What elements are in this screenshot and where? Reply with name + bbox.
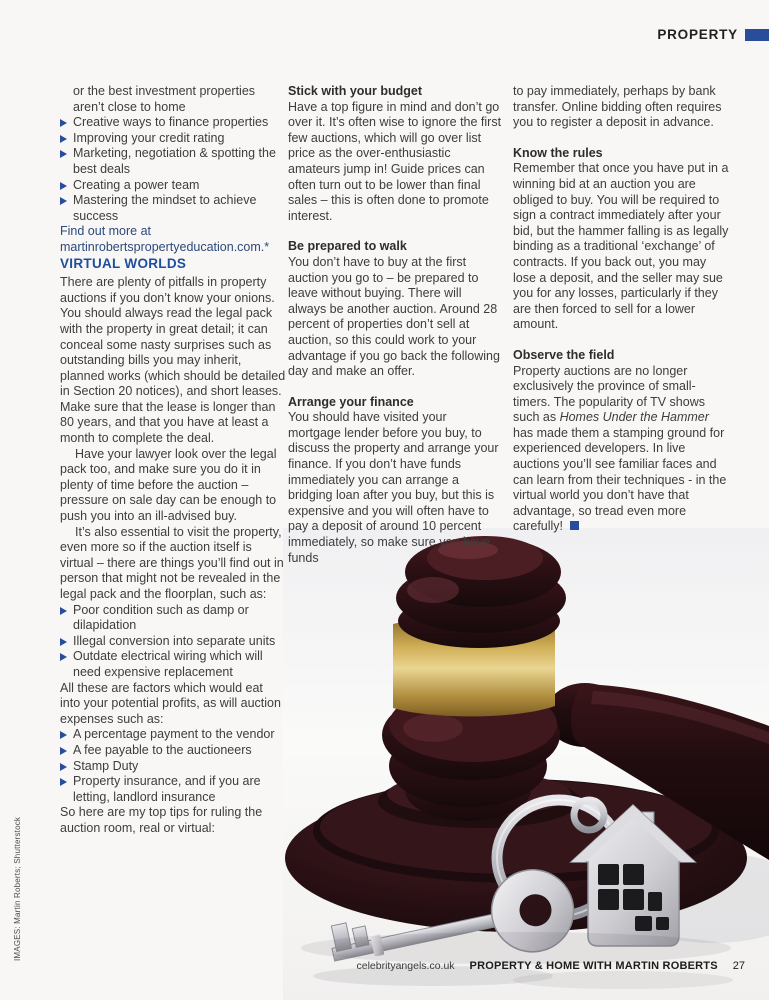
find-out-more-lead: Find out more at: [60, 224, 152, 239]
list-item-label: A percentage payment to the vendor: [73, 727, 275, 742]
bullet-arrow-icon: [60, 747, 67, 755]
list-item: [60, 774, 286, 805]
list-item: [60, 193, 286, 224]
page-number: 27: [732, 960, 745, 972]
bullet-arrow-icon: [60, 607, 67, 615]
column-1: [60, 84, 286, 837]
paragraph: So here are my top tips for ruling the auction room, real or virtual:: [60, 805, 263, 835]
bullet-arrow-icon: [60, 763, 67, 771]
column-3: [513, 84, 729, 535]
tip-subhead: Stick with your budget: [288, 84, 423, 98]
list-item: [60, 634, 286, 650]
bullet-arrow-icon: [60, 778, 67, 786]
paragraph: You should have visited your mortgage lender before you buy, to discuss the property and arrange your finance. If you don’t have funds immediately you can arrange a bridging loan after you buy, but this is expensive and you will often have to pay a deposit of around 10 percent immediately, so make sure you have funds: [288, 410, 499, 565]
tip-subhead: Observe the field: [513, 347, 615, 362]
tip-subhead: Be prepared to walk: [288, 239, 407, 254]
paragraph: All these are factors which would eat into your potential profits, as will auction expenses such as:: [60, 680, 281, 726]
virtual-worlds-heading: VIRTUAL WORLDS: [60, 255, 187, 271]
bullet-arrow-icon: [60, 731, 67, 739]
auction-expenses-list: [60, 727, 286, 805]
article-end-marker: [570, 521, 579, 530]
tip-subhead: Know the rules: [513, 145, 603, 160]
find-out-more-text: [60, 224, 286, 255]
property-risks-list: [60, 603, 286, 681]
list-item-label: Stamp Duty: [73, 758, 139, 773]
gavel-and-house-keys-photo: [283, 528, 769, 1000]
list-item-label: Marketing, negotiation & spotting the best deals: [73, 146, 276, 176]
bullet-arrow-icon: [60, 638, 67, 646]
section-accent-bar: [745, 29, 769, 41]
list-item: [60, 649, 286, 680]
list-item-label: Property insurance, and if you are letting, landlord insurance: [73, 774, 261, 804]
paragraph: Have a top figure in mind and don’t go over it. It’s often wise to ignore the first few auctions, which will go over list price as the over-enthusiastic amateurs jump in! Guide prices can often turn out to be lower than final sales – this is often done to promote interest.: [288, 99, 502, 223]
list-item-label: A fee payable to the auctioneers: [73, 742, 252, 757]
paragraph: [513, 364, 729, 536]
bullet-arrow-icon: [60, 150, 67, 158]
list-item: [60, 727, 286, 743]
bullet-arrow-icon: [60, 182, 67, 190]
list-item: [60, 115, 286, 131]
paragraph-text: Property auctions are no longer exclusively the province of small-timers. The popularity of TV shows such as: [513, 363, 705, 425]
section-label: PROPERTY: [657, 27, 738, 42]
tv-show-title: Homes Under the Hammer: [559, 410, 709, 425]
list-item-label: Poor condition such as damp or dilapidation: [73, 602, 249, 633]
bullet-arrow-icon: [60, 653, 67, 661]
page-footer: [356, 960, 745, 972]
tip-subhead: Arrange your finance: [288, 394, 414, 409]
list-item-label: Illegal conversion into separate units: [73, 633, 276, 648]
bullet-arrow-icon: [60, 197, 67, 205]
image-credit: IMAGES: Martin Roberts; Shutterstock: [13, 816, 22, 961]
footer-strapline: PROPERTY & HOME WITH MARTIN ROBERTS: [469, 960, 718, 972]
paragraph: Remember that once you have put in a winning bid at an auction you are obliged to buy. You will be required to sign a contract immediately after your bid, but the hammer falling is as legally binding as a traditional ‘exchange’ of contracts. If you back out, you may lose a deposit, and the seller may sue you for any losses, particularly if they are then forced to sell for a lower amount.: [513, 161, 729, 332]
paragraph-text: has made them a stamping ground for experienced developers. In live auctions you’ll see familiar faces and can learn from their techniques - in the virtual world you don’t have that advantage, so tread even more carefully!: [513, 425, 727, 534]
list-item-label: Mastering the mindset to achieve success: [73, 193, 257, 223]
paragraph: to pay immediately, perhaps by bank transfer. Online bidding often requires you to register a deposit in advance.: [513, 84, 722, 130]
education-website-link[interactable]: martinrobertspropertyeducation.com.*: [60, 239, 270, 254]
bullet-arrow-icon: [60, 119, 67, 127]
gavel-photo-illustration: [283, 528, 769, 1000]
bullet-arrow-icon: [60, 135, 67, 143]
list-item-label: Outdate electrical wiring which will need expensive replacement: [73, 649, 263, 679]
paragraph: It’s also essential to visit the property, even more so if the auction itself is virtual – there are things you’ll find out in person that might not be revealed in the legal pack and the floorplan, such as:: [60, 524, 284, 601]
list-item: [60, 131, 286, 147]
course-topics-list: [60, 115, 286, 224]
paragraph: You don’t have to buy at the first auction you go to – be prepared to leave without buying. There will always be another auction. Around 28 percent of properties don’t sell at auction, so this could work to your advantage if you go back the following day and make an offer.: [288, 254, 500, 379]
list-item: [60, 178, 286, 194]
list-item: [60, 743, 286, 759]
list-item: [60, 603, 286, 634]
paragraph: There are plenty of pitfalls in property auctions if you don’t know your onions. You should always read the legal pack with the property in great detail; it can conceal some nasty surprises such as outstanding bills you may inherit, planned works (which should be detailed in Section 20 notices), and short leases. Make sure that the lease is longer than 80 years, and that you have at least a month to complete the deal.: [60, 275, 286, 446]
list-item-label: Improving your credit rating: [73, 130, 225, 145]
list-item: [60, 759, 286, 775]
list-item: [60, 146, 286, 177]
column-2: [288, 84, 502, 566]
list-item-label: Creating a power team: [73, 177, 200, 192]
bullet-continuation-text: or the best investment properties aren’t close to home: [73, 84, 256, 114]
list-item-label: Creative ways to finance properties: [73, 115, 269, 130]
paragraph: Have your lawyer look over the legal pack too, and make sure you do it in plenty of time before the auction – pressure on sale day can be enough to push you into an ill-advised buy.: [60, 446, 277, 524]
footer-website[interactable]: celebrityangels.co.uk: [356, 960, 455, 972]
